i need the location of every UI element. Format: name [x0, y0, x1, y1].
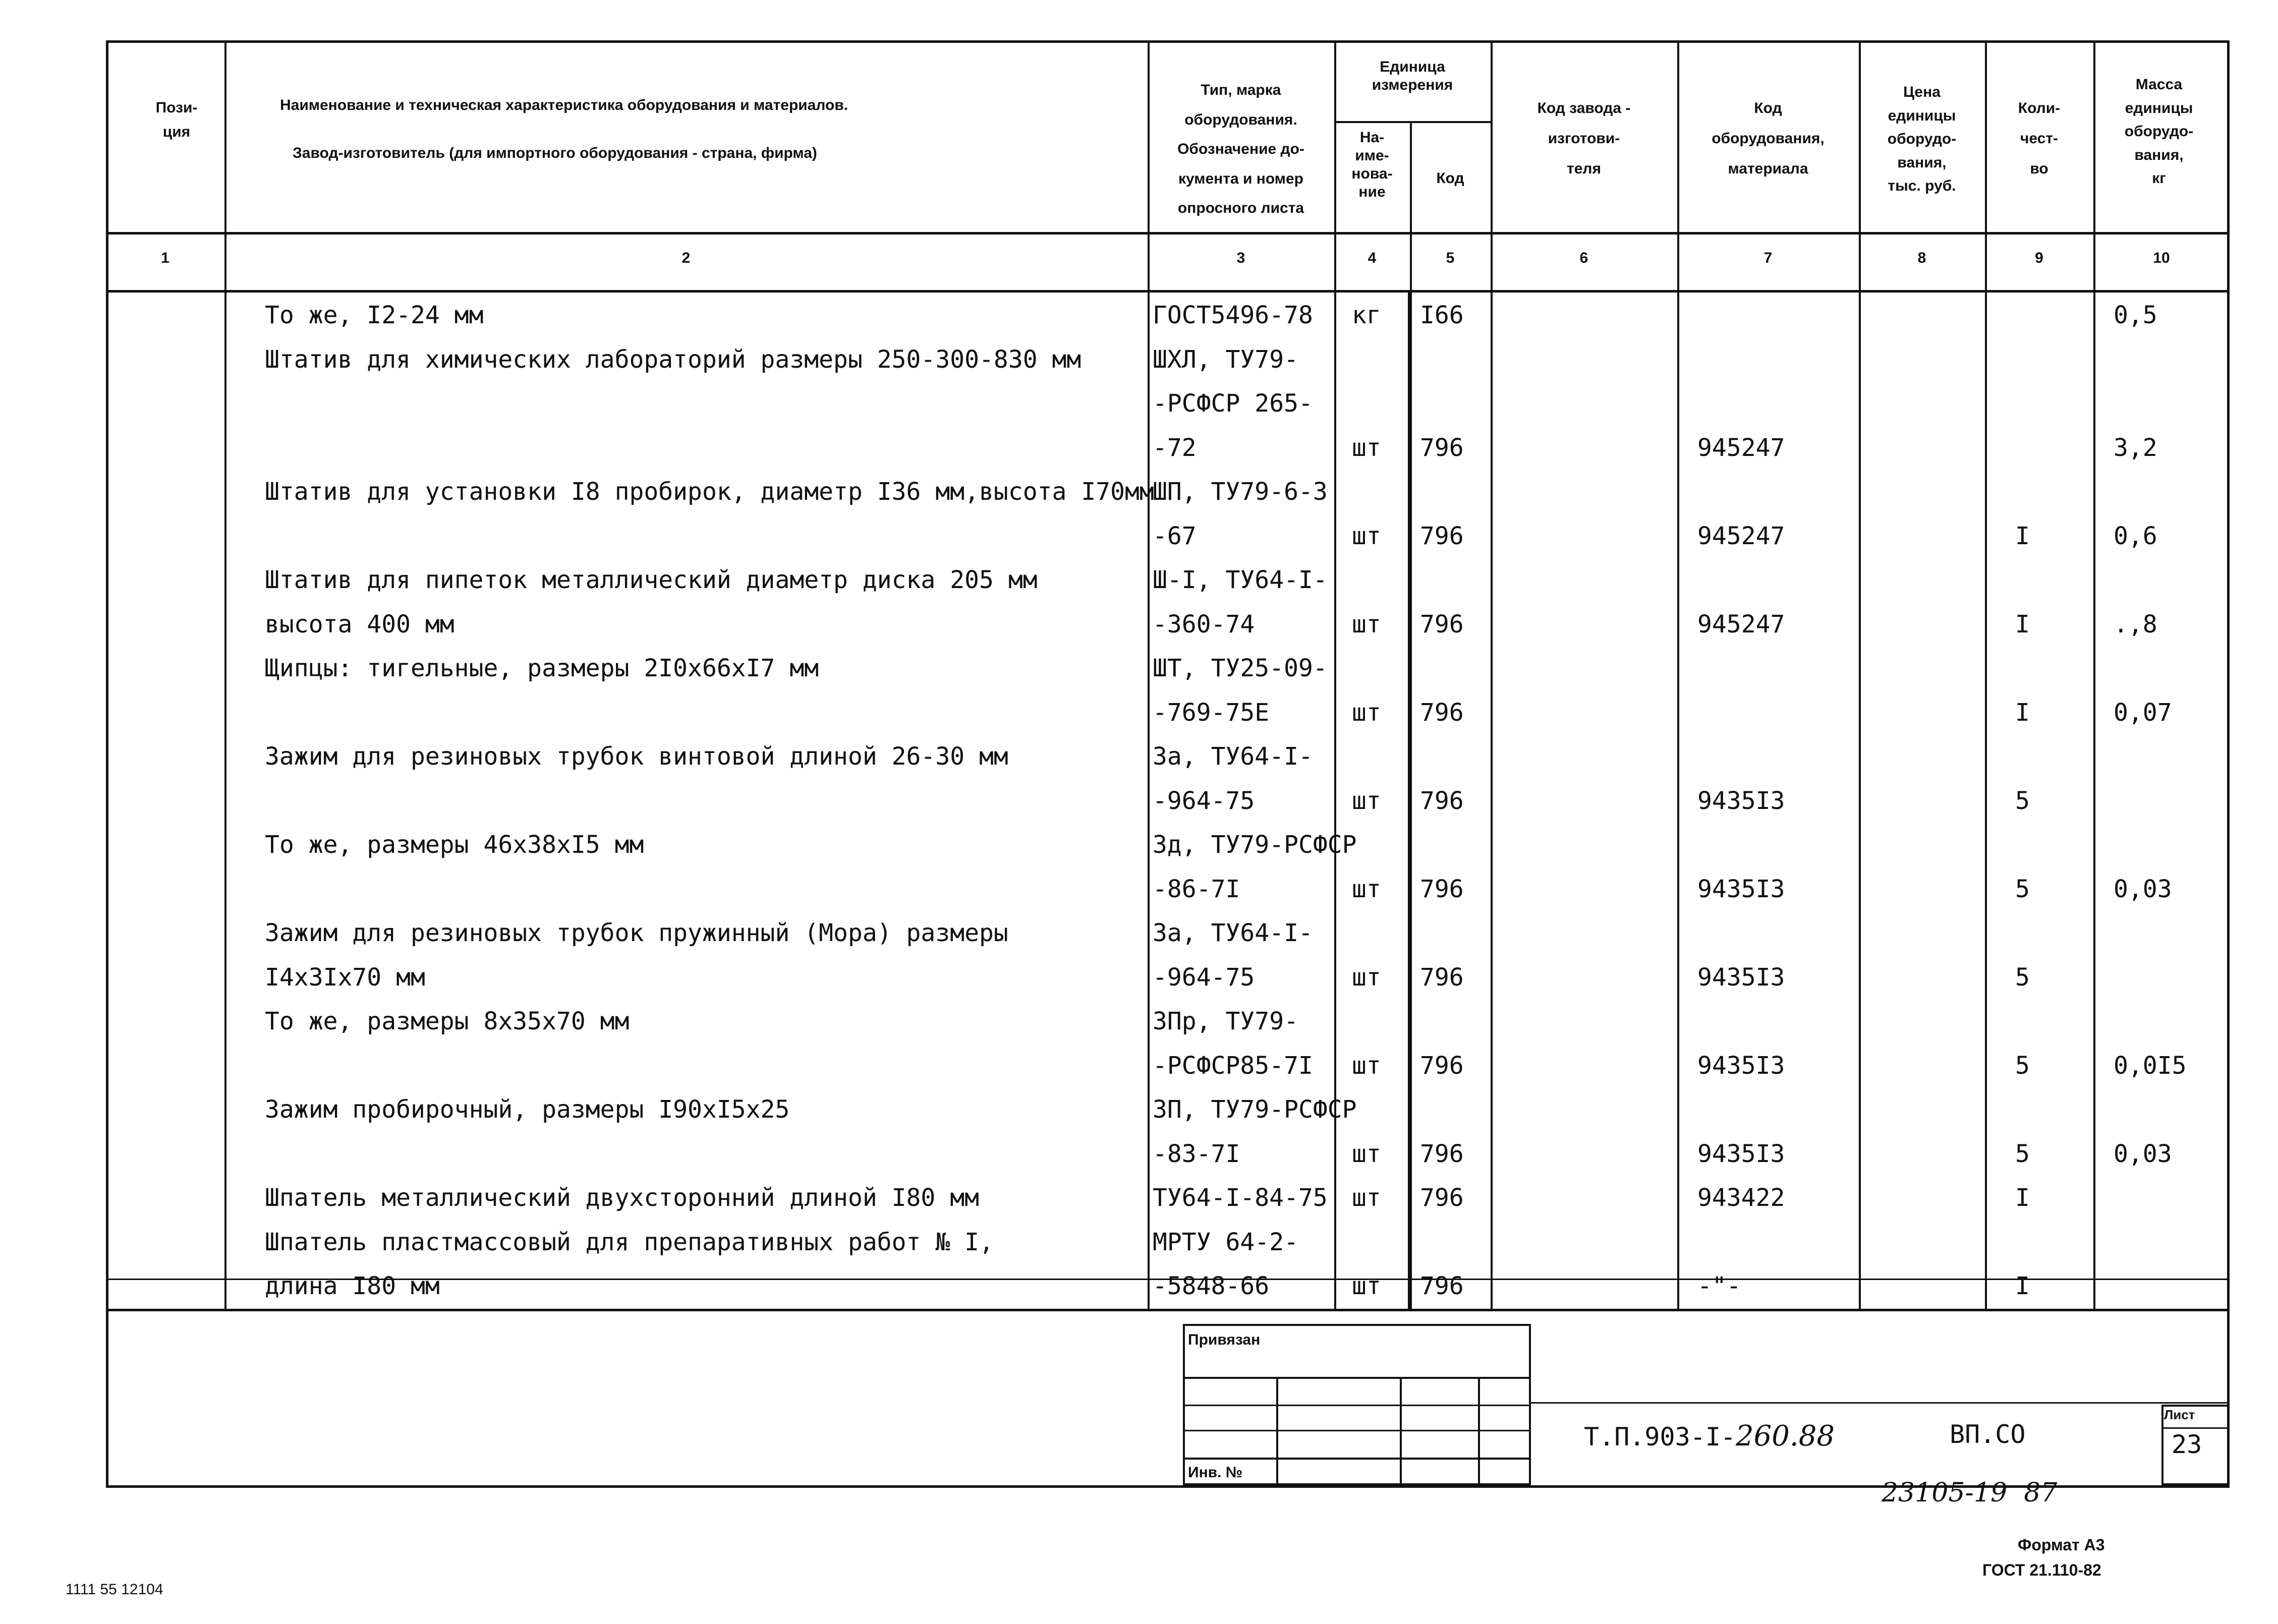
column-number-10: 10	[2153, 250, 2170, 266]
cell-type: ТУ64-I-84-75	[1153, 1184, 1328, 1212]
cell-quantity: I	[2015, 698, 2030, 727]
header-col3: Тип, марка оборудования. Обозначение до- кумента и номер опросного листа	[1177, 82, 1304, 216]
cell-code: 796	[1420, 1272, 1464, 1300]
cell-name: Штатив для установки I8 пробирок, диаметр I36 мм,высота I70мм	[265, 478, 1154, 506]
cell-equipment-code: 945247	[1697, 521, 1785, 550]
cell-code: 796	[1420, 1184, 1464, 1212]
cell-type: Ш-I, ТУ64-I-	[1153, 566, 1328, 594]
cell-type: -360-74	[1153, 610, 1255, 639]
cell-name: Зажим для резиновых трубок винтовой длиной 26-30 мм	[265, 742, 1008, 771]
cell-unit: кг	[1352, 301, 1381, 329]
column-number-2: 2	[681, 250, 691, 266]
stamp-divider	[1478, 1377, 1480, 1485]
cell-name: высота 400 мм	[265, 610, 454, 639]
cell-name: То же, I2-24 мм	[265, 301, 484, 329]
sheet-divider	[2161, 1427, 2230, 1429]
cell-mass: 3,2	[2114, 433, 2157, 462]
cell-type: МРТУ 64-2-	[1153, 1228, 1298, 1256]
corner-code: 1111 55 12104	[66, 1581, 163, 1598]
header-units-divider	[1334, 121, 1491, 123]
column-divider	[1408, 290, 1410, 1309]
cell-quantity: 5	[2015, 786, 2030, 815]
cell-unit: шт	[1352, 875, 1381, 903]
cell-name: Шпатель металлический двухсторонний длиной I80 мм	[265, 1184, 980, 1212]
column-number-5: 5	[1446, 250, 1455, 266]
cell-type: ЗП, ТУ79-РСФСР	[1153, 1095, 1357, 1124]
colnum-bottom-line	[106, 290, 2230, 293]
header-units-group: Единица измерения	[1372, 59, 1453, 93]
header-col10: Масса единицы оборудо- вания, кг	[2124, 76, 2194, 187]
column-divider	[1985, 40, 1987, 1309]
cell-type: За, ТУ64-I-	[1153, 742, 1313, 771]
cell-unit: шт	[1352, 786, 1381, 815]
cell-code: 796	[1420, 698, 1464, 727]
cell-equipment-code: 9435I3	[1697, 1139, 1785, 1168]
cell-mass: 0,5	[2114, 301, 2157, 329]
cell-type: -769-75Е	[1153, 698, 1270, 727]
column-number-3: 3	[1236, 250, 1245, 266]
cell-unit: шт	[1352, 433, 1381, 462]
header-col2-line2: Завод-изготовитель (для импортного оборудования - страна, фирма)	[293, 145, 817, 161]
cell-code: 796	[1420, 521, 1464, 550]
cell-quantity: 5	[2015, 963, 2030, 992]
header-col2-line1: Наименование и техническая характеристика оборудования и материалов.	[280, 97, 848, 113]
cell-unit: шт	[1352, 698, 1381, 727]
cell-unit: шт	[1352, 610, 1381, 639]
doc-number	[1584, 1420, 1835, 1453]
cell-code: I66	[1420, 301, 1464, 329]
column-divider	[2093, 40, 2095, 1309]
stamp-inv-no: Инв. №	[1188, 1464, 1243, 1481]
stamp-divider	[1276, 1377, 1278, 1485]
cell-type: -83-7I	[1153, 1139, 1240, 1168]
cell-type: -РСФСР85-7I	[1153, 1051, 1313, 1080]
cell-quantity: I	[2015, 1272, 2030, 1300]
cell-quantity: I	[2015, 521, 2030, 550]
cell-name: То же, размеры 46х38хI5 мм	[265, 831, 644, 859]
cell-type: ШП, ТУ79-6-3	[1153, 478, 1328, 506]
cell-unit: шт	[1352, 1272, 1381, 1300]
cell-equipment-code: 945247	[1697, 610, 1785, 639]
cell-equipment-code: 9435I3	[1697, 786, 1785, 815]
cell-name: длина I80 мм	[265, 1272, 440, 1300]
cell-type: ЗПр, ТУ79-	[1153, 1007, 1298, 1035]
column-divider	[1859, 40, 1861, 1309]
cell-code: 796	[1420, 963, 1464, 992]
header-col8: Цена единицы оборудо- вания, тыс. руб.	[1887, 84, 1957, 194]
sheet-label: Лист	[2164, 1407, 2195, 1422]
header-col4: На- име- нова- ние	[1351, 129, 1393, 200]
column-divider	[1410, 121, 1412, 1309]
cell-type: За, ТУ64-I-	[1153, 919, 1313, 947]
format-label: Формат А3	[2018, 1536, 2105, 1554]
cell-equipment-code: 9435I3	[1697, 963, 1785, 992]
cell-equipment-code: 9435I3	[1697, 1051, 1785, 1080]
column-divider	[1491, 40, 1493, 1309]
cell-mass: 0,6	[2114, 521, 2157, 550]
cell-name: I4х3Iх70 мм	[265, 963, 425, 992]
cell-code: 796	[1420, 1139, 1464, 1168]
cell-type: Зд, ТУ79-РСФСР	[1153, 831, 1357, 859]
header-col9: Коли- чест- во	[2018, 100, 2061, 177]
header-col1: Пози- ция	[155, 99, 198, 140]
cell-type: -86-7I	[1153, 875, 1240, 903]
cell-name: Щипцы: тигельные, размеры 2I0х66хI7 мм	[265, 654, 819, 682]
cell-name: Штатив для химических лабораторий размеры 250-300-830 мм	[265, 345, 1081, 374]
cell-type: ШХЛ, ТУ79-	[1153, 345, 1298, 374]
column-number-4: 4	[1368, 250, 1377, 266]
cell-unit: шт	[1352, 1139, 1381, 1168]
cell-name: То же, размеры 8х35х70 мм	[265, 1007, 630, 1035]
sheet-number: 23	[2172, 1430, 2202, 1459]
cell-code: 796	[1420, 1051, 1464, 1080]
cell-equipment-code: -"-	[1697, 1272, 1741, 1300]
cell-equipment-code: 945247	[1697, 433, 1785, 462]
cell-mass: .,8	[2114, 610, 2157, 639]
cell-quantity: 5	[2015, 875, 2030, 903]
stamp-privyazan: Привязан	[1188, 1331, 1261, 1348]
cell-code: 796	[1420, 875, 1464, 903]
doc-suffix: ВП.СО	[1950, 1420, 2026, 1449]
cell-type: ГОСТ5496-78	[1153, 301, 1313, 329]
cell-code: 796	[1420, 786, 1464, 815]
cell-code: 796	[1420, 610, 1464, 639]
cell-unit: шт	[1352, 1051, 1381, 1080]
cell-mass: 0,07	[2114, 698, 2172, 727]
cell-mass: 0,03	[2114, 875, 2172, 903]
cell-type: -964-75	[1153, 963, 1255, 992]
cell-type: ШТ, ТУ25-09-	[1153, 654, 1328, 682]
header-col5: Код	[1436, 170, 1464, 187]
cell-name: Зажим для резиновых трубок пружинный (Мора) размеры	[265, 919, 1008, 947]
cell-type: -5848-66	[1153, 1272, 1270, 1300]
cell-name: Шпатель пластмассовый для препаративных работ № I,	[265, 1228, 994, 1256]
gost-label: ГОСТ 21.110-82	[1982, 1561, 2101, 1579]
cell-quantity: I	[2015, 1184, 2030, 1212]
column-number-1: 1	[161, 250, 169, 266]
column-divider	[224, 40, 226, 1309]
cell-type: -67	[1153, 521, 1197, 550]
cell-name: Зажим пробирочный, размеры I90хI5х25	[265, 1095, 790, 1124]
cell-type: -72	[1153, 433, 1197, 462]
header-col7: Код оборудования, материала	[1712, 100, 1825, 177]
cell-quantity: I	[2015, 610, 2030, 639]
cell-mass: 0,0I5	[2114, 1051, 2187, 1080]
column-number-6: 6	[1579, 250, 1588, 266]
doc-number-handwritten: 260.88	[1736, 1420, 1835, 1453]
column-number-9: 9	[2035, 250, 2043, 266]
cell-unit: шт	[1352, 1184, 1381, 1212]
column-divider	[1677, 40, 1679, 1309]
cell-mass: 0,03	[2114, 1139, 2172, 1168]
stamp-divider	[1400, 1377, 1402, 1485]
body-bottom-line	[106, 1309, 2230, 1311]
cell-equipment-code: 9435I3	[1697, 875, 1785, 903]
cell-name: Штатив для пипеток металлический диаметр диска 205 мм	[265, 566, 1038, 594]
column-number-7: 7	[1763, 250, 1773, 266]
header-bottom-line	[106, 232, 2230, 235]
cell-type: -РСФСР 265-	[1153, 389, 1313, 418]
cell-equipment-code: 943422	[1697, 1184, 1785, 1212]
cell-type: -964-75	[1153, 786, 1255, 815]
doc-number-printed: Т.П.903-I-	[1584, 1422, 1736, 1452]
header-col6: Код завода - изготови- теля	[1537, 100, 1631, 177]
column-divider	[1148, 40, 1150, 1309]
handwritten-ref: 23105-19 87	[1882, 1478, 2058, 1508]
cell-unit: шт	[1352, 963, 1381, 992]
cell-code: 796	[1420, 433, 1464, 462]
cell-quantity: 5	[2015, 1139, 2030, 1168]
cell-unit: шт	[1352, 521, 1381, 550]
title-top-line	[1531, 1402, 2230, 1404]
column-number-8: 8	[1917, 250, 1926, 266]
cell-quantity: 5	[2015, 1051, 2030, 1080]
